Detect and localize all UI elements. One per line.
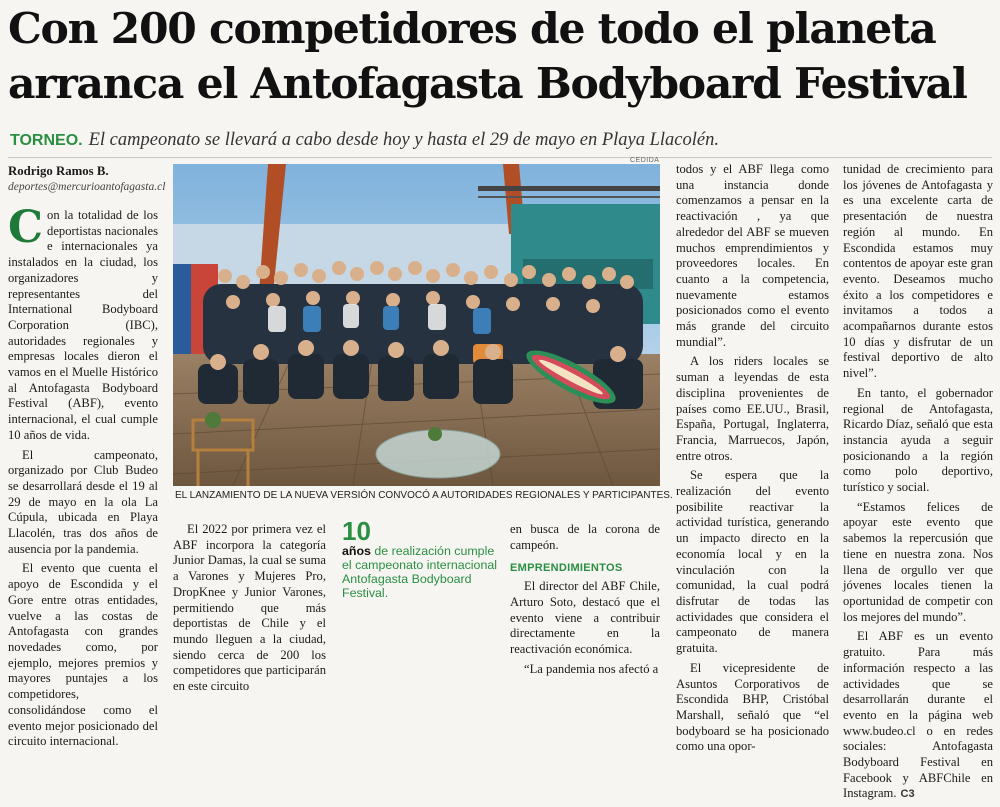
column-4 — [676, 162, 829, 759]
event-photo — [173, 164, 660, 486]
photo-caption: EL LANZAMIENTO DE LA NUEVA VERSIÓN CONVOCÓ A AUTORIDADES REGIONALES Y PARTICIPANTES. — [175, 490, 673, 501]
byline-author: Rodrigo Ramos B. — [8, 164, 109, 178]
headline — [8, 2, 998, 112]
deck-kicker: TORNEO. — [10, 132, 83, 149]
paragraph: Con la totalidad de los deportistas nacionales e internacionales ya instalados en la ciudad, los organizadores y representantes del International Bodyboard Corporation (IBC), autoridades regionales y empresas locales dieron el vamos en el Muelle Histórico al Antofagasta Bodyboard Festival (ABF), evento internacional, el cual cumple 10 años de vida. — [8, 202, 158, 442]
paragraph: El director del ABF Chile, Arturo Soto, destacó que el evento viene a contribuir directamente en la reactivación económica. — [510, 579, 660, 656]
section-subhead: EMPRENDIMIENTOS — [510, 562, 623, 575]
dropcap: C — [8, 202, 44, 253]
paragraph: en busca de la corona de campeón. — [510, 522, 660, 552]
paragraph: Se espera que la realización del evento posibilite reactivar la actividad turística, generando un impacto directo en la economía local y en la vinculación con la comunidad, la cual podrá disfrutar de todas las actividades que considera el campeonato de manera gratuita. — [676, 468, 829, 656]
deck — [10, 130, 990, 151]
paragraph: todos y el ABF llega como una instancia donde comenzamos a pensar en la reactivación , ya que alrededor del ABF se mueven muchos emprendimientos y proveedores locales. En cuanto a la competencia, nuevamente estamos posicionados como el evento más grande del circuito mundial”. — [676, 162, 829, 349]
column-5 — [843, 162, 993, 807]
deck-text: El campeonato se llevará a cabo desde hoy y hasta el 29 de mayo en Playa Llacolén. — [88, 130, 719, 150]
headline-line-2: arranca el Antofagasta Bodyboard Festival — [8, 59, 967, 109]
paragraph: tunidad de crecimiento para los jóvenes de Antofagasta y es una excelente carta de presentación de nuestra región al mundo. En Escondida estamos muy contentos de apoyar este gran evento. Deseamos mucho éxito a los competidores e invitamos a todos a acompañarnos durante estos 10 días y disfrutar de un festival deportivo de alto nivel”. — [843, 162, 993, 381]
paragraph: A los riders locales se suman a leyendas de esta disciplina provenientes de países como EE.UU., Brasil, España, Portugal, Inglaterra, Francia, Marruecos, Japón, entre otros. — [676, 354, 829, 463]
pull-quote-text: de realización cumple el campeonato internacional Antofagasta Bodyboard Festival. — [342, 544, 497, 600]
column-3 — [510, 522, 660, 681]
paragraph: En tanto, el gobernador regional de Antofagasta, Ricardo Díaz, señaló que esta instancia ayuda a seguir posicionando a la región como polo deportivo, turístico y social. — [843, 385, 993, 495]
paragraph: El campeonato, organizado por Club Budeo se desarrollará desde el 19 al 29 de mayo en la ola La Cúpula, ubicada en Playa Llacolén, tras dos años de ausencia por la pandemia. — [8, 447, 158, 556]
paragraph: El evento que cuenta el apoyo de Escondida y el Gore entre otras entidades, vuelve a las costas de Antofagasta con grandes novedades como, por ejemplo, mejores premios y mayores puntajes a los competidores, consolidándose como el evento mejor posicionado del circuito internacional. — [8, 561, 158, 749]
paragraph: “Estamos felices de apoyar este evento que sabemos la repercusión que tiene en nuestra zona. Nos llena de orgullo ver que jóvenes locales tienen la oportunidad de competir con los mejores del mundo”. — [843, 499, 993, 624]
column-1 — [8, 202, 158, 754]
photo-credit: CEDIDA — [630, 157, 660, 164]
paragraph: El ABF es un evento gratuito. Para más información respecto a las actividades que se desarrollarán durante el evento en la página web www.budeo.cl o en redes sociales: Antofagasta Bodyboard Festival en Facebook y ABFChile en Instagram. C3 — [843, 629, 993, 801]
end-mark: C3 — [900, 788, 915, 801]
pull-quote-lead: años — [342, 544, 371, 558]
byline-email[interactable]: deportes@mercurioantofagasta.cl — [8, 181, 166, 193]
event-photo-illustration — [173, 164, 660, 486]
column-2 — [173, 522, 326, 699]
headline-line-1: Con 200 competidores de todo el planeta — [8, 4, 936, 54]
paragraph: “La pandemia nos afectó a — [524, 661, 659, 676]
paragraph: El 2022 por primera vez el ABF incorpora la categoría Junior Damas, la cual se suma a Varones y Mujeres Pro, DropKnee y Junior Varones, permitiendo que más deportistas de Chile y el mundo lleguen a la ciudad, siendo cerca de 200 los competidores que participarán en este circuito — [173, 522, 326, 694]
deck-rule — [8, 157, 992, 158]
pull-quote-number: 10 — [342, 516, 371, 546]
pull-quote — [342, 518, 502, 600]
paragraph: El vicepresidente de Asuntos Corporativos de Escondida BHP, Cristóbal Marshall, señaló que “el bodyboard se ha posicionado como una opor- — [676, 660, 829, 754]
